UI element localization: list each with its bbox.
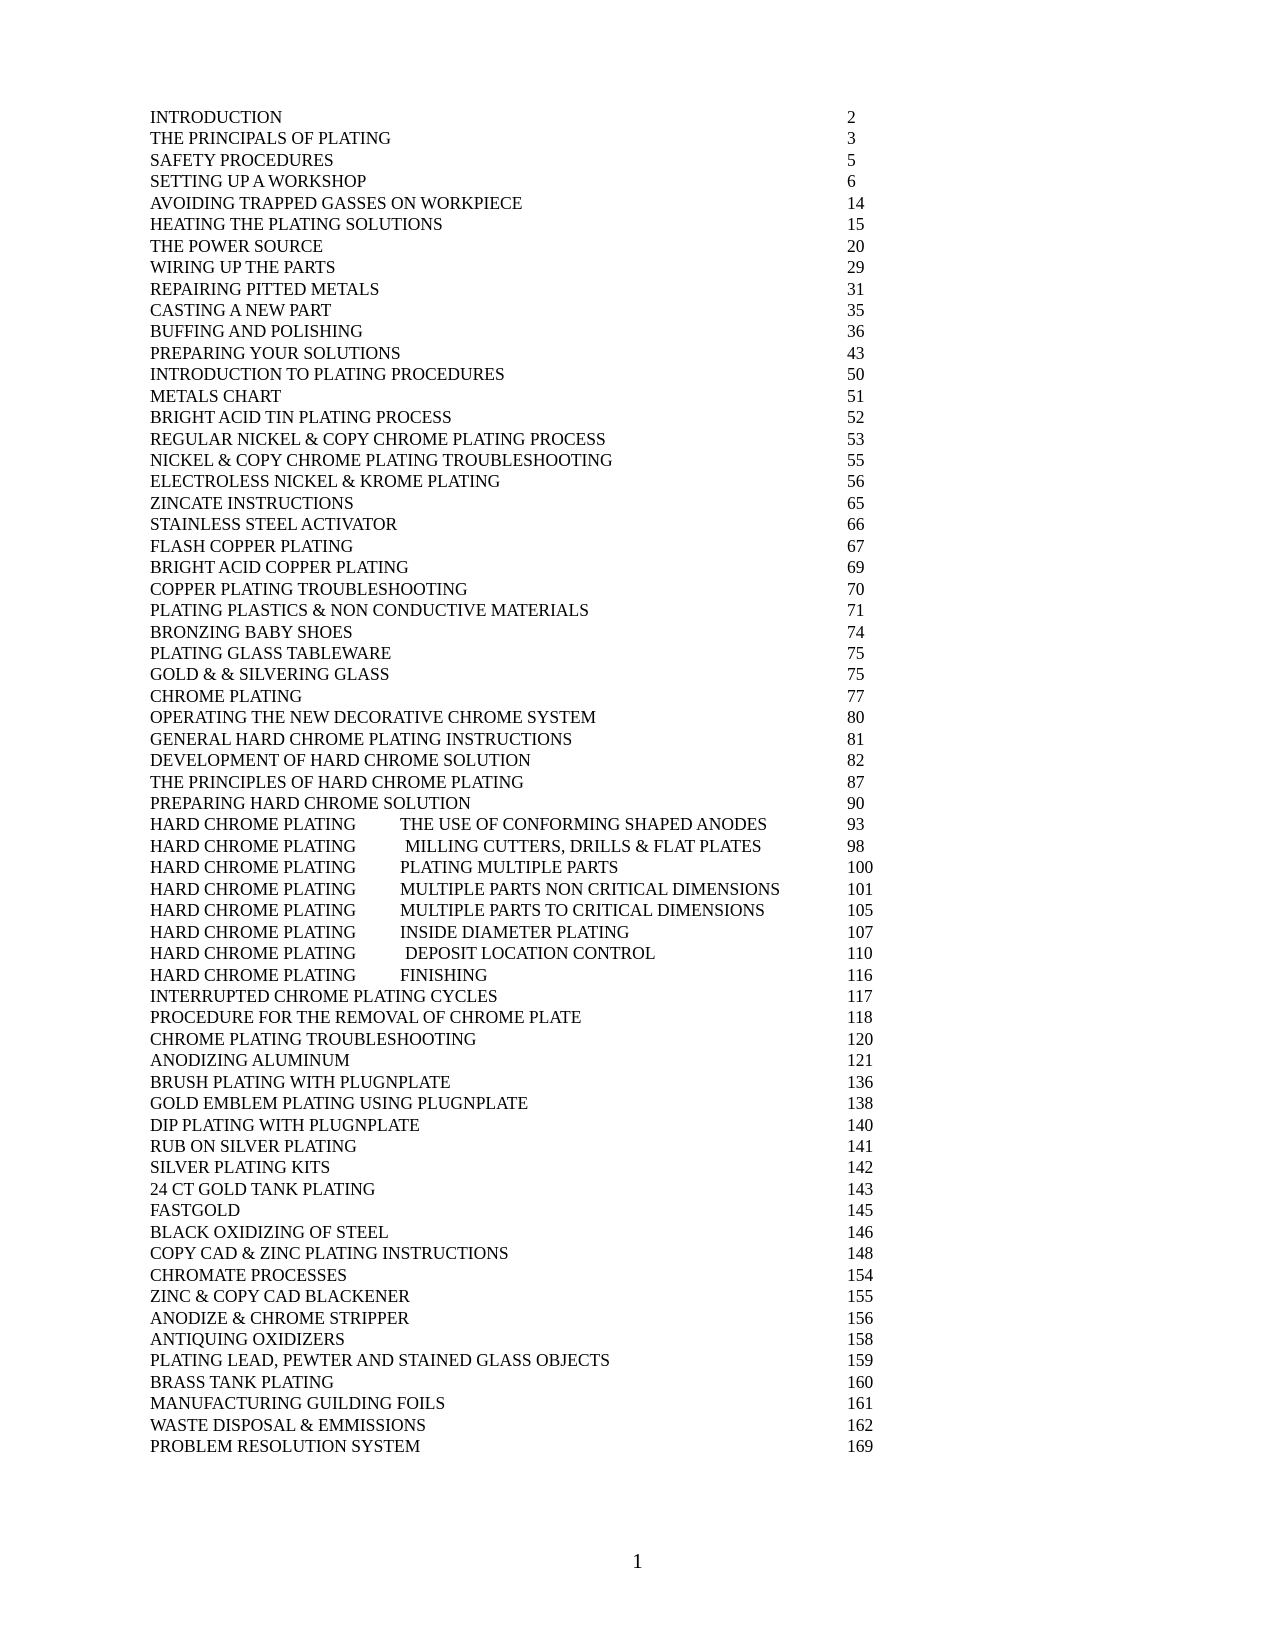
toc-entry-title: HARD CHROME PLATING <box>150 943 357 964</box>
toc-entry-page: 5 <box>847 149 856 170</box>
table-of-contents <box>150 107 1150 1458</box>
toc-entry-page: 146 <box>847 1221 874 1242</box>
toc-entry-title: PLATING LEAD, PEWTER AND STAINED GLASS OBJECTS <box>150 1350 610 1371</box>
toc-entry-page: 3 <box>847 128 856 149</box>
toc-entry-page: 156 <box>847 1307 874 1328</box>
toc-entry <box>150 1350 1150 1371</box>
toc-entry-title: HARD CHROME PLATING <box>150 900 357 921</box>
toc-entry-page: 50 <box>847 364 865 385</box>
toc-entry <box>150 622 1150 643</box>
toc-entry-title: INTRODUCTION TO PLATING PROCEDURES <box>150 364 505 385</box>
toc-entry-page: 67 <box>847 535 865 556</box>
toc-entry-subtitle: FINISHING <box>400 964 488 985</box>
toc-entry-page: 159 <box>847 1350 874 1371</box>
toc-entry-title: COPPER PLATING TROUBLESHOOTING <box>150 578 468 599</box>
toc-entry-page: 35 <box>847 299 865 320</box>
toc-entry-page: 101 <box>847 878 874 899</box>
toc-entry-page: 71 <box>847 600 865 621</box>
toc-entry-title: BRIGHT ACID COPPER PLATING <box>150 557 409 578</box>
toc-entry-page: 107 <box>847 921 874 942</box>
toc-entry <box>150 772 1150 793</box>
toc-entry-page: 43 <box>847 342 865 363</box>
toc-entry-subtitle: DEPOSIT LOCATION CONTROL <box>405 943 656 964</box>
toc-entry-page: 31 <box>847 278 865 299</box>
toc-entry-title: BLACK OXIDIZING OF STEEL <box>150 1221 389 1242</box>
toc-entry <box>150 1157 1150 1178</box>
toc-entry <box>150 1329 1150 1350</box>
toc-entry <box>150 321 1150 342</box>
toc-entry-page: 51 <box>847 385 865 406</box>
toc-entry <box>150 471 1150 492</box>
toc-entry <box>150 1243 1150 1264</box>
toc-entry-page: 100 <box>847 857 874 878</box>
toc-entry <box>150 557 1150 578</box>
toc-entry-title: METALS CHART <box>150 385 282 406</box>
toc-entry-page: 136 <box>847 1071 874 1092</box>
toc-entry <box>150 943 1150 964</box>
toc-entry <box>150 214 1150 235</box>
toc-entry <box>150 343 1150 364</box>
toc-entry-title: THE POWER SOURCE <box>150 235 324 256</box>
toc-entry-page: 118 <box>847 1007 873 1028</box>
toc-entry-page: 6 <box>847 171 856 192</box>
toc-entry-title: REPAIRING PITTED METALS <box>150 278 380 299</box>
toc-entry-title: MANUFACTURING GUILDING FOILS <box>150 1393 446 1414</box>
toc-entry <box>150 279 1150 300</box>
toc-entry <box>150 814 1150 835</box>
toc-entry <box>150 1179 1150 1200</box>
toc-entry-page: 138 <box>847 1093 874 1114</box>
toc-entry <box>150 493 1150 514</box>
toc-entry <box>150 1415 1150 1436</box>
toc-entry-title: ZINCATE INSTRUCTIONS <box>150 492 354 513</box>
toc-entry-page: 75 <box>847 642 865 663</box>
toc-entry-page: 140 <box>847 1114 874 1135</box>
toc-entry <box>150 236 1150 257</box>
toc-entry-title: CHROMATE PROCESSES <box>150 1264 347 1285</box>
page-number: 1 <box>632 1549 643 1573</box>
toc-entry-page: 143 <box>847 1178 874 1199</box>
toc-entry <box>150 1265 1150 1286</box>
toc-entry-title: PREPARING YOUR SOLUTIONS <box>150 342 401 363</box>
toc-entry-title: ANODIZE & CHROME STRIPPER <box>150 1307 410 1328</box>
toc-entry-page: 15 <box>847 214 865 235</box>
toc-entry-page: 121 <box>847 1050 874 1071</box>
toc-entry-page: 55 <box>847 450 865 470</box>
toc-entry-title: BRIGHT ACID TIN PLATING PROCESS <box>150 407 452 428</box>
toc-entry-title: ANTIQUING OXIDIZERS <box>150 1328 345 1349</box>
toc-entry-title: THE PRINCIPALS OF PLATING <box>150 128 391 149</box>
toc-entry-title: HARD CHROME PLATING <box>150 964 357 985</box>
toc-entry-title: THE PRINCIPLES OF HARD CHROME PLATING <box>150 771 524 792</box>
toc-entry-title: ELECTROLESS NICKEL & KROME PLATING <box>150 471 501 492</box>
toc-entry-page: 77 <box>847 685 865 706</box>
toc-entry <box>150 750 1150 771</box>
toc-entry-title: GOLD & & SILVERING GLASS <box>150 664 390 685</box>
toc-entry-page: 75 <box>847 664 865 685</box>
toc-entry-page: 65 <box>847 492 865 513</box>
toc-entry-page: 145 <box>847 1200 874 1221</box>
toc-entry <box>150 429 1150 450</box>
toc-entry-page: 14 <box>847 192 865 213</box>
toc-entry <box>150 1372 1150 1393</box>
toc-entry-title: GOLD EMBLEM PLATING USING PLUGNPLATE <box>150 1093 529 1114</box>
toc-entry-page: 52 <box>847 407 865 428</box>
toc-entry-title: FASTGOLD <box>150 1200 241 1221</box>
toc-entry-page: 80 <box>847 707 865 728</box>
toc-entry-title: FLASH COPPER PLATING <box>150 535 354 556</box>
toc-entry-page: 53 <box>847 428 865 449</box>
toc-entry <box>150 1029 1150 1050</box>
toc-entry <box>150 193 1150 214</box>
toc-entry-page: 160 <box>847 1371 874 1392</box>
toc-entry-title: HARD CHROME PLATING <box>150 835 357 856</box>
toc-entry-page: 70 <box>847 578 865 599</box>
toc-entry <box>150 1115 1150 1136</box>
toc-entry-title: STAINLESS STEEL ACTIVATOR <box>150 514 398 535</box>
toc-entry-title: REGULAR NICKEL & COPY CHROME PLATING PROCESS <box>150 428 606 449</box>
toc-entry-title: ZINC & COPY CAD BLACKENER <box>150 1286 410 1307</box>
toc-entry <box>150 1072 1150 1093</box>
toc-entry-title: CHROME PLATING TROUBLESHOOTING <box>150 1028 477 1049</box>
toc-entry <box>150 386 1150 407</box>
toc-entry <box>150 1286 1150 1307</box>
toc-entry-title: ANODIZING ALUMINUM <box>150 1050 350 1071</box>
toc-entry-page: 74 <box>847 621 865 642</box>
toc-entry-page: 56 <box>847 471 865 492</box>
toc-entry-title: DIP PLATING WITH PLUGNPLATE <box>150 1114 420 1135</box>
toc-entry-page: 87 <box>847 771 865 792</box>
toc-entry-subtitle: MULTIPLE PARTS TO CRITICAL DIMENSIONS <box>400 900 765 921</box>
toc-entry-page: 162 <box>847 1414 874 1435</box>
toc-entry <box>150 171 1150 192</box>
toc-entry-page: 29 <box>847 257 865 278</box>
toc-entry <box>150 857 1150 878</box>
toc-entry-title: 24 CT GOLD TANK PLATING <box>150 1178 376 1199</box>
toc-entry-subtitle: MILLING CUTTERS, DRILLS & FLAT PLATES <box>405 835 762 856</box>
toc-entry <box>150 643 1150 664</box>
toc-entry-title: CHROME PLATING <box>150 685 303 706</box>
toc-entry-page: 120 <box>847 1028 874 1049</box>
toc-entry-title: RUB ON SILVER PLATING <box>150 1136 357 1156</box>
toc-entry <box>150 1222 1150 1243</box>
toc-entry-title: AVOIDING TRAPPED GASSES ON WORKPIECE <box>150 192 523 213</box>
toc-entry <box>150 922 1150 943</box>
toc-entry <box>150 836 1150 857</box>
toc-entry-title: SILVER PLATING KITS <box>150 1157 331 1178</box>
toc-entry <box>150 1200 1150 1221</box>
toc-entry-title: OPERATING THE NEW DECORATIVE CHROME SYSTEM <box>150 707 597 728</box>
toc-entry-title: HARD CHROME PLATING <box>150 857 357 878</box>
toc-entry <box>150 536 1150 557</box>
toc-entry <box>150 450 1150 471</box>
toc-entry <box>150 128 1150 149</box>
toc-entry-title: DEVELOPMENT OF HARD CHROME SOLUTION <box>150 750 531 771</box>
toc-entry-page: 161 <box>847 1393 874 1414</box>
toc-entry-title: HARD CHROME PLATING <box>150 878 357 899</box>
toc-entry <box>150 1393 1150 1414</box>
toc-entry-page: 117 <box>847 985 873 1006</box>
toc-entry <box>150 879 1150 900</box>
toc-entry <box>150 707 1150 728</box>
toc-entry-page: 116 <box>847 964 873 985</box>
toc-entry-page: 141 <box>847 1136 874 1156</box>
toc-entry-page: 154 <box>847 1264 874 1285</box>
toc-entry-title: HARD CHROME PLATING <box>150 921 357 942</box>
toc-entry <box>150 793 1150 814</box>
toc-entry <box>150 986 1150 1007</box>
toc-entry <box>150 107 1150 128</box>
toc-entry-page: 105 <box>847 900 874 921</box>
toc-entry-page: 93 <box>847 814 865 835</box>
toc-entry-title: GENERAL HARD CHROME PLATING INSTRUCTIONS <box>150 728 573 749</box>
toc-entry-title: CASTING A NEW PART <box>150 299 332 320</box>
toc-entry-title: PLATING PLASTICS & NON CONDUCTIVE MATERIALS <box>150 600 589 621</box>
toc-entry-subtitle: MULTIPLE PARTS NON CRITICAL DIMENSIONS <box>400 878 781 899</box>
toc-entry-page: 2 <box>847 107 856 127</box>
toc-entry-page: 66 <box>847 514 865 535</box>
toc-entry-page: 148 <box>847 1243 874 1264</box>
toc-entry-title: HARD CHROME PLATING <box>150 814 357 835</box>
toc-entry-page: 90 <box>847 793 865 813</box>
toc-entry <box>150 1308 1150 1329</box>
toc-entry <box>150 1050 1150 1071</box>
toc-entry-title: INTRODUCTION <box>150 107 283 127</box>
toc-entry <box>150 729 1150 750</box>
toc-entry-page: 110 <box>847 943 873 964</box>
toc-entry-page: 36 <box>847 321 865 342</box>
toc-entry-title: BRUSH PLATING WITH PLUGNPLATE <box>150 1071 451 1092</box>
toc-entry-title: BRASS TANK PLATING <box>150 1371 334 1392</box>
toc-entry <box>150 514 1150 535</box>
toc-entry-title: PROBLEM RESOLUTION SYSTEM <box>150 1436 421 1457</box>
toc-entry-title: WIRING UP THE PARTS <box>150 257 336 278</box>
toc-entry <box>150 364 1150 385</box>
toc-entry <box>150 1007 1150 1028</box>
toc-entry-title: WASTE DISPOSAL & EMMISSIONS <box>150 1414 426 1435</box>
toc-entry <box>150 1093 1150 1114</box>
toc-entry <box>150 600 1150 621</box>
toc-entry-page: 81 <box>847 728 865 749</box>
toc-entry <box>150 150 1150 171</box>
toc-entry-title: SAFETY PROCEDURES <box>150 149 334 170</box>
toc-entry-title: SETTING UP A WORKSHOP <box>150 171 367 192</box>
toc-entry <box>150 1136 1150 1157</box>
toc-entry-page: 82 <box>847 750 865 771</box>
toc-entry-subtitle: INSIDE DIAMETER PLATING <box>400 921 630 942</box>
toc-entry-page: 142 <box>847 1157 874 1178</box>
toc-entry <box>150 300 1150 321</box>
toc-entry-page: 169 <box>847 1436 874 1457</box>
toc-entry-title: BRONZING BABY SHOES <box>150 621 353 642</box>
toc-entry <box>150 579 1150 600</box>
toc-entry-title: PLATING GLASS TABLEWARE <box>150 642 392 663</box>
toc-entry-title: BUFFING AND POLISHING <box>150 321 363 342</box>
toc-entry-page: 155 <box>847 1286 874 1307</box>
toc-entry <box>150 407 1150 428</box>
toc-entry <box>150 900 1150 921</box>
toc-entry-title: COPY CAD & ZINC PLATING INSTRUCTIONS <box>150 1243 509 1264</box>
toc-entry <box>150 965 1150 986</box>
toc-entry <box>150 664 1150 685</box>
toc-entry <box>150 686 1150 707</box>
toc-entry-subtitle: PLATING MULTIPLE PARTS <box>400 857 619 878</box>
toc-entry-title: PROCEDURE FOR THE REMOVAL OF CHROME PLATE <box>150 1007 582 1028</box>
toc-entry-title: NICKEL & COPY CHROME PLATING TROUBLESHOOTING <box>150 450 613 470</box>
toc-entry-title: HEATING THE PLATING SOLUTIONS <box>150 214 443 235</box>
toc-entry-page: 20 <box>847 235 865 256</box>
toc-entry-subtitle: THE USE OF CONFORMING SHAPED ANODES <box>400 814 768 835</box>
toc-entry-page: 69 <box>847 557 865 578</box>
toc-entry-title: PREPARING HARD CHROME SOLUTION <box>150 793 471 813</box>
toc-entry <box>150 257 1150 278</box>
toc-entry <box>150 1436 1150 1457</box>
toc-entry-title: INTERRUPTED CHROME PLATING CYCLES <box>150 985 498 1006</box>
toc-entry-page: 98 <box>847 835 865 856</box>
toc-entry-page: 158 <box>847 1328 874 1349</box>
